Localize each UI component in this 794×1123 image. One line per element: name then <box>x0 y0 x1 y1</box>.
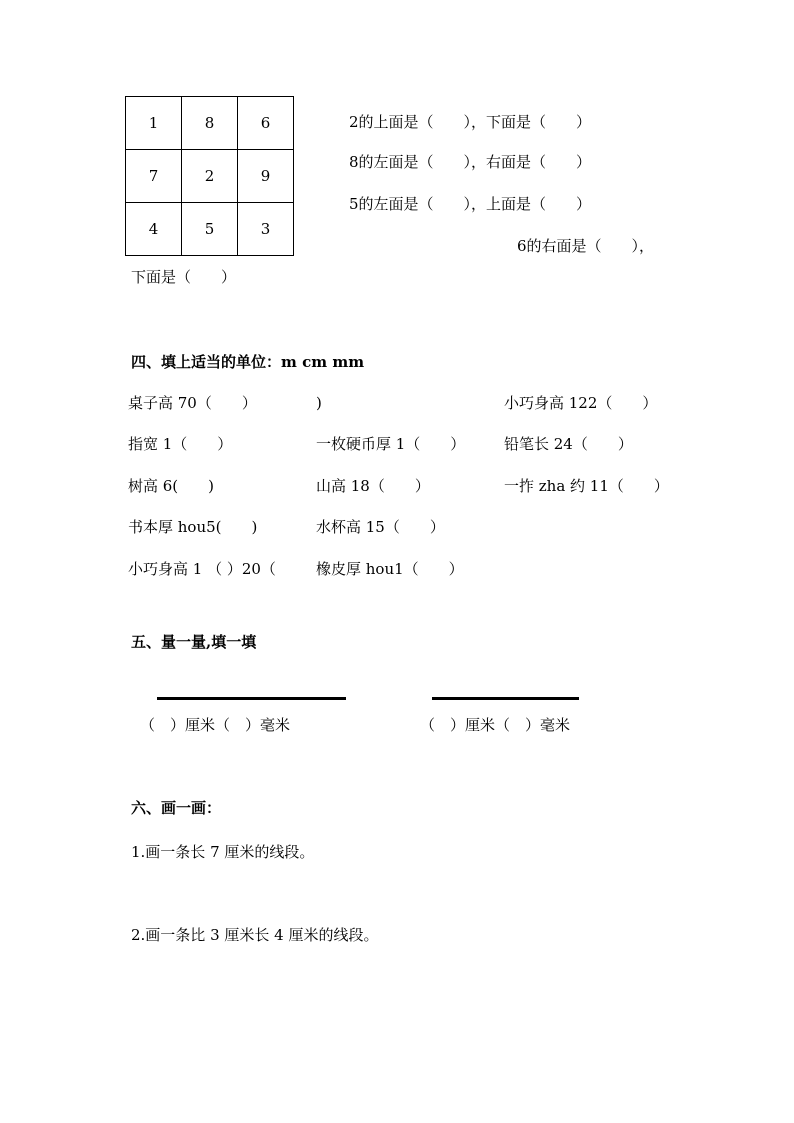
measure-answer-2: （ ）厘米（ ）毫米 <box>420 716 571 734</box>
section-6-title: 六、画一画： <box>131 799 222 817</box>
grid-question-4-part2: 下面是（ ） <box>131 268 237 286</box>
unit-item: 一拃 zha 约 11（ ） <box>504 477 669 495</box>
section-5-title: 五、量一量,填一填 <box>131 633 257 651</box>
grid-question-4-part1: 6的右面是（ ）， <box>517 237 655 255</box>
measure-line-2 <box>432 697 579 700</box>
unit-item: 指宽 1（ ） <box>128 435 233 453</box>
unit-item: ) <box>316 394 322 412</box>
unit-item: 小巧身高 1 （ ）20（ <box>128 560 276 578</box>
unit-item: 一枚硬币厚 1（ ） <box>316 435 466 453</box>
number-grid <box>125 96 294 256</box>
grid-cell: 8 <box>182 97 238 150</box>
grid-cell: 5 <box>182 203 238 256</box>
unit-item: 书本厚 hou5( ) <box>128 518 258 536</box>
grid-cell: 9 <box>238 150 294 203</box>
draw-question-2: 2.画一条比 3 厘米长 4 厘米的线段。 <box>131 926 379 944</box>
grid-cell: 4 <box>126 203 182 256</box>
grid-cell: 7 <box>126 150 182 203</box>
unit-item: 橡皮厚 hou1（ ） <box>316 560 464 578</box>
grid-cell: 2 <box>182 150 238 203</box>
unit-item: 小巧身高 122（ ） <box>504 394 658 412</box>
section-4-title: 四、填上适当的单位：m cm mm <box>131 353 365 371</box>
grid-row <box>126 97 294 150</box>
unit-item: 树高 6( ) <box>128 477 215 495</box>
grid-row <box>126 203 294 256</box>
grid-cell: 6 <box>238 97 294 150</box>
grid-question-3: 5的左面是（ ），上面是（ ） <box>349 195 592 213</box>
measure-answer-1: （ ）厘米（ ）毫米 <box>140 716 291 734</box>
draw-question-1: 1.画一条长 7 厘米的线段。 <box>131 843 315 861</box>
unit-item: 水杯高 15（ ） <box>316 518 445 536</box>
measure-line-1 <box>157 697 346 700</box>
grid-row <box>126 150 294 203</box>
unit-item: 山高 18（ ） <box>316 477 430 495</box>
grid-cell: 1 <box>126 97 182 150</box>
grid-question-2: 8的左面是（ ），右面是（ ） <box>349 153 592 171</box>
unit-item: 桌子高 70（ ） <box>128 394 257 412</box>
grid-cell: 3 <box>238 203 294 256</box>
grid-question-1: 2的上面是（ ），下面是（ ） <box>349 113 592 131</box>
unit-item: 铅笔长 24（ ） <box>504 435 633 453</box>
